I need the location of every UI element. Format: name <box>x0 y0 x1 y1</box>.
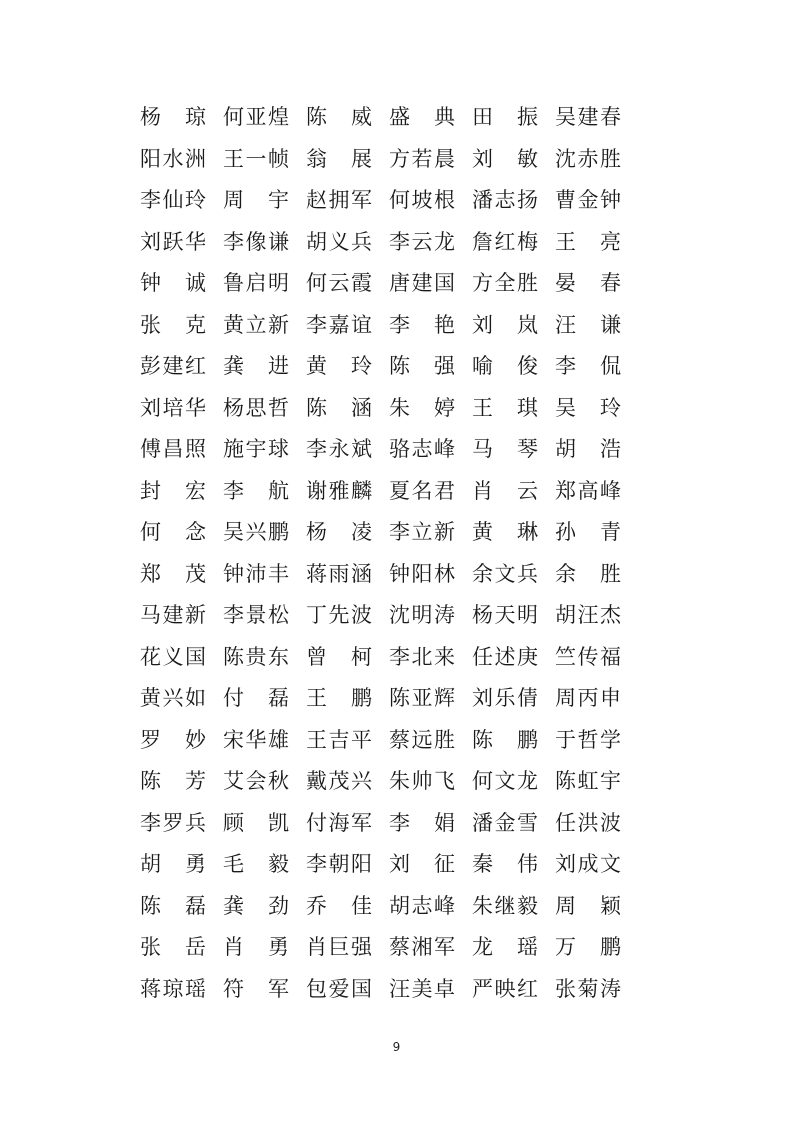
name-entry: 马 琴 <box>472 437 538 462</box>
name-entry: 李 立 新 <box>389 520 455 545</box>
name-entry: 胡 浩 <box>555 437 621 462</box>
name-entry: 夏 名 君 <box>389 478 455 503</box>
name-entry: 陈 威 <box>306 105 372 130</box>
name-entry: 龙 瑶 <box>472 935 538 960</box>
name-entry: 郑 茂 <box>140 561 206 586</box>
name-entry: 李 罗 兵 <box>140 810 206 835</box>
name-entry: 李 嘉 谊 <box>306 312 372 337</box>
name-entry: 竺 传 福 <box>555 644 621 669</box>
name-entry: 盛 典 <box>389 105 455 130</box>
name-entry: 刘 成 文 <box>555 852 621 877</box>
name-entry: 何 云 霞 <box>306 271 372 296</box>
name-entry: 龚 劲 <box>223 893 289 918</box>
name-entry: 陈 芳 <box>140 769 206 794</box>
name-entry: 何 念 <box>140 520 206 545</box>
name-entry: 李 朝 阳 <box>306 852 372 877</box>
name-entry: 李 艳 <box>389 312 455 337</box>
name-entry: 潘 金 雪 <box>472 810 538 835</box>
name-list <box>140 97 640 1010</box>
name-entry: 符 军 <box>223 976 289 1001</box>
name-entry: 朱 继 毅 <box>472 893 538 918</box>
name-entry: 陈 磊 <box>140 893 206 918</box>
name-entry: 吴 建 春 <box>555 105 621 130</box>
name-entry: 李 侃 <box>555 354 621 379</box>
name-entry: 翁 展 <box>306 146 372 171</box>
name-entry: 曾 柯 <box>306 644 372 669</box>
name-entry: 王 鹏 <box>306 686 372 711</box>
name-entry: 周 颖 <box>555 893 621 918</box>
name-entry: 吴 玲 <box>555 395 621 420</box>
name-entry: 陈 亚 辉 <box>389 686 455 711</box>
name-entry: 丁 先 波 <box>306 603 372 628</box>
name-entry: 杨 天 明 <box>472 603 538 628</box>
name-entry: 胡 志 峰 <box>389 893 455 918</box>
name-entry: 蔡 湘 军 <box>389 935 455 960</box>
name-entry: 肖 巨 强 <box>306 935 372 960</box>
name-entry: 毛 毅 <box>223 852 289 877</box>
name-entry: 陈 强 <box>389 354 455 379</box>
name-entry: 秦 伟 <box>472 852 538 877</box>
name-entry: 马 建 新 <box>140 603 206 628</box>
name-entry: 钟 诚 <box>140 271 206 296</box>
name-entry: 曹 金 钟 <box>555 188 621 213</box>
name-entry: 万 鹏 <box>555 935 621 960</box>
name-entry: 钟 阳 林 <box>389 561 455 586</box>
name-entry: 李 景 松 <box>223 603 289 628</box>
name-entry: 陈 虹 宇 <box>555 769 621 794</box>
name-entry: 沈 明 涛 <box>389 603 455 628</box>
name-entry: 喻 俊 <box>472 354 538 379</box>
name-entry: 朱 婷 <box>389 395 455 420</box>
name-entry: 田 振 <box>472 105 538 130</box>
name-entry: 张 岳 <box>140 935 206 960</box>
name-entry: 胡 义 兵 <box>306 229 372 254</box>
name-entry: 吴 兴 鹏 <box>223 520 289 545</box>
name-entry: 刘 岚 <box>472 312 538 337</box>
name-entry: 蔡 远 胜 <box>389 727 455 752</box>
name-entry: 黄 立 新 <box>223 312 289 337</box>
name-entry: 陈 涵 <box>306 395 372 420</box>
name-entry: 任 洪 波 <box>555 810 621 835</box>
name-entry: 潘 志 扬 <box>472 188 538 213</box>
name-entry: 周 丙 申 <box>555 686 621 711</box>
name-entry: 龚 进 <box>223 354 289 379</box>
name-entry: 封 宏 <box>140 478 206 503</box>
name-entry: 陈 鹏 <box>472 727 538 752</box>
name-entry: 李 娟 <box>389 810 455 835</box>
name-entry: 杨 琼 <box>140 105 206 130</box>
name-entry: 杨 思 哲 <box>223 395 289 420</box>
name-entry: 黄 玲 <box>306 354 372 379</box>
name-entry: 何 文 龙 <box>472 769 538 794</box>
name-entry: 严 映 红 <box>472 976 538 1001</box>
name-entry: 艾 会 秋 <box>223 769 289 794</box>
name-entry: 王 一 帧 <box>223 146 289 171</box>
name-entry: 罗 妙 <box>140 727 206 752</box>
name-entry: 方 若 晨 <box>389 146 455 171</box>
name-entry: 黄 琳 <box>472 520 538 545</box>
name-entry: 乔 佳 <box>306 893 372 918</box>
name-entry: 李 仙 玲 <box>140 188 206 213</box>
name-entry: 蒋 琼 瑶 <box>140 976 206 1001</box>
name-entry: 晏 春 <box>555 271 621 296</box>
name-entry: 骆 志 峰 <box>389 437 455 462</box>
name-entry: 付 海 军 <box>306 810 372 835</box>
name-entry: 黄 兴 如 <box>140 686 206 711</box>
name-entry: 赵 拥 军 <box>306 188 372 213</box>
name-entry: 李 北 来 <box>389 644 455 669</box>
name-entry: 胡 勇 <box>140 852 206 877</box>
name-entry: 余 胜 <box>555 561 621 586</box>
name-entry: 刘 征 <box>389 852 455 877</box>
name-entry: 付 磊 <box>223 686 289 711</box>
name-entry: 钟 沛 丰 <box>223 561 289 586</box>
name-entry: 阳 水 洲 <box>140 146 206 171</box>
name-entry: 周 宇 <box>223 188 289 213</box>
name-entry: 王 吉 平 <box>306 727 372 752</box>
name-entry: 蒋 雨 涵 <box>306 561 372 586</box>
name-entry: 沈 赤 胜 <box>555 146 621 171</box>
name-entry: 肖 勇 <box>223 935 289 960</box>
name-entry: 何 坡 根 <box>389 188 455 213</box>
name-entry: 谢 雅 麟 <box>306 478 372 503</box>
name-entry: 傅 昌 照 <box>140 437 206 462</box>
name-entry: 肖 云 <box>472 478 538 503</box>
page-number: 9 <box>392 1040 401 1054</box>
name-entry: 顾 凯 <box>223 810 289 835</box>
name-entry: 刘 培 华 <box>140 395 206 420</box>
name-entry: 李 永 斌 <box>306 437 372 462</box>
name-entry: 刘 跃 华 <box>140 229 206 254</box>
name-entry: 胡 汪 杰 <box>555 603 621 628</box>
name-entry: 朱 帅 飞 <box>389 769 455 794</box>
name-entry: 施 宇 球 <box>223 437 289 462</box>
name-entry: 郑 高 峰 <box>555 478 621 503</box>
name-entry: 包 爱 国 <box>306 976 372 1001</box>
name-entry: 汪 谦 <box>555 312 621 337</box>
name-entry: 王 亮 <box>555 229 621 254</box>
name-entry: 李 像 谦 <box>223 229 289 254</box>
name-entry: 刘 敏 <box>472 146 538 171</box>
name-entry: 李 航 <box>223 478 289 503</box>
name-entry: 詹 红 梅 <box>472 229 538 254</box>
name-entry: 李 云 龙 <box>389 229 455 254</box>
name-entry: 王 琪 <box>472 395 538 420</box>
name-entry: 余 文 兵 <box>472 561 538 586</box>
name-entry: 彭 建 红 <box>140 354 206 379</box>
name-entry: 杨 凌 <box>306 520 372 545</box>
name-entry: 花 义 国 <box>140 644 206 669</box>
name-entry: 何 亚 煌 <box>223 105 289 130</box>
name-entry: 任 述 庚 <box>472 644 538 669</box>
name-entry: 方 全 胜 <box>472 271 538 296</box>
name-entry: 唐 建 国 <box>389 271 455 296</box>
name-entry: 孙 青 <box>555 520 621 545</box>
name-entry: 汪 美 卓 <box>389 976 455 1001</box>
name-entry: 戴 茂 兴 <box>306 769 372 794</box>
name-entry: 陈 贵 东 <box>223 644 289 669</box>
name-entry: 张 克 <box>140 312 206 337</box>
name-entry: 宋 华 雄 <box>223 727 289 752</box>
name-entry: 于 哲 学 <box>555 727 621 752</box>
name-entry: 鲁 启 明 <box>223 271 289 296</box>
name-entry: 张 菊 涛 <box>555 976 621 1001</box>
name-entry: 刘 乐 倩 <box>472 686 538 711</box>
